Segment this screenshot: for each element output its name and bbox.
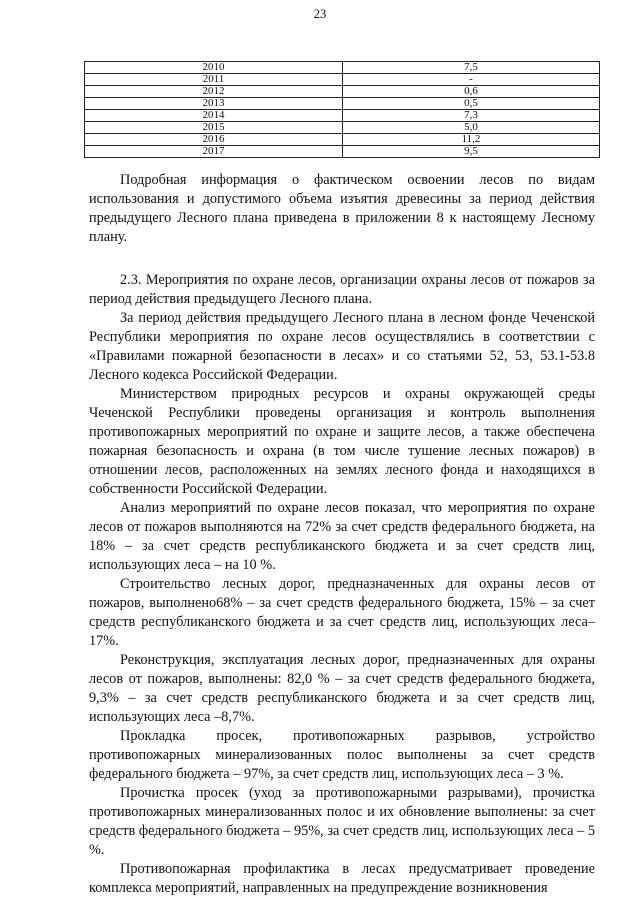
year-cell: 2014 [85,110,343,122]
year-cell: 2017 [85,146,343,158]
value-cell: 5,0 [343,122,600,134]
value-cell: 7,3 [343,110,600,122]
value-cell: 9,5 [343,146,600,158]
table-row [85,110,600,122]
value-cell: 11,2 [343,134,600,146]
paragraph-fire-prevention: Противопожарная профилактика в лесах предусматривает проведение комплекса мероприятий, направленных на предупреждение возникновения [89,861,595,896]
value-cell: 0,5 [343,98,600,110]
value-cell: 7,5 [343,62,600,74]
table-row [85,62,600,74]
section-heading-fire-protection: 2.3. Мероприятия по охране лесов, организации охраны лесов от пожаров за период действия предыдущего Лесного плана. [89,272,595,307]
paragraph-ministry: Министерством природных ресурсов и охраны окружающей среды Чеченской Республики проведены организация и контроль выполнения противопожарных мероприятий по охране и защите лесов, а также обеспечена пожарная безопасность и охрана (в том числе тушение лесных пожаров) в отношении лесов, расположенных на землях лесного фонда и находящихся в собственности Российской Федерации. [89,386,595,497]
year-cell: 2015 [85,122,343,134]
year-cell: 2011 [85,74,343,86]
paragraph-fire-rules: За период действия предыдущего Лесного плана в лесном фонде Чеченской Республики мероприятия по охране лесов осуществлялись в соответствии с «Правилами пожарной безопасности в лесах» и со статьями 52, 53, 53.1-53.8 Лесного кодекса Российской Федерации. [89,310,595,383]
value-cell: - [343,74,600,86]
table-row [85,134,600,146]
table-row [85,146,600,158]
document-body [89,171,595,898]
year-cell: 2010 [85,62,343,74]
year-cell: 2016 [85,134,343,146]
paragraph-road-construction: Строительство лесных дорог, предназначенных для охраны лесов от пожаров, выполнено68% – за счет средств федерального бюджета, 15% – за счет средств республиканского бюджета и за счет средств лиц, использующих леса– 17%. [89,576,595,649]
paragraph-analysis: Анализ мероприятий по охране лесов показал, что мероприятия по охране лесов от пожаров выполняются на 72% за счет средств федерального бюджета, на 18% – за счет средств республиканского бюджета и за счет средств лиц, использующих леса – на 10 %. [89,500,595,573]
paragraph-clearings: Прокладка просек, противопожарных разрывов, устройство противопожарных минерализованных полос выполнены за счет средств федерального бюджета – 97%, за счет средств лиц, использующих леса – 3 %. [89,728,595,782]
paragraph-usage-info: Подробная информация о фактическом освоении лесов по видам использования и допустимого объема изъятия древесины за период действия предыдущего Лесного плана приведена в приложении 8 к настоящему Лесному плану. [89,172,595,245]
table-row [85,74,600,86]
page-number: 23 [313,7,327,21]
paragraph-clearing-maintenance: Прочистка просек (уход за противопожарными разрывами), прочистка противопожарных минерализованных полос и их обновление выполнены: за счет средств федерального бюджета – 95%, за счет средств лиц, использующих леса – 5 %. [89,785,595,858]
harvest-volume-table [84,61,600,158]
year-cell: 2012 [85,86,343,98]
table-row [85,86,600,98]
table-row [85,122,600,134]
paragraph-road-reconstruction: Реконструкция, эксплуатация лесных дорог, предназначенных для охраны лесов от пожаров, выполнены: 82,0 % – за счет средств федерального бюджета, 9,3% – за счет средств республиканского бюджета и за счет средств лиц, использующих леса –8,7%. [89,652,595,725]
table-row [85,98,600,110]
value-cell: 0,6 [343,86,600,98]
year-cell: 2013 [85,98,343,110]
